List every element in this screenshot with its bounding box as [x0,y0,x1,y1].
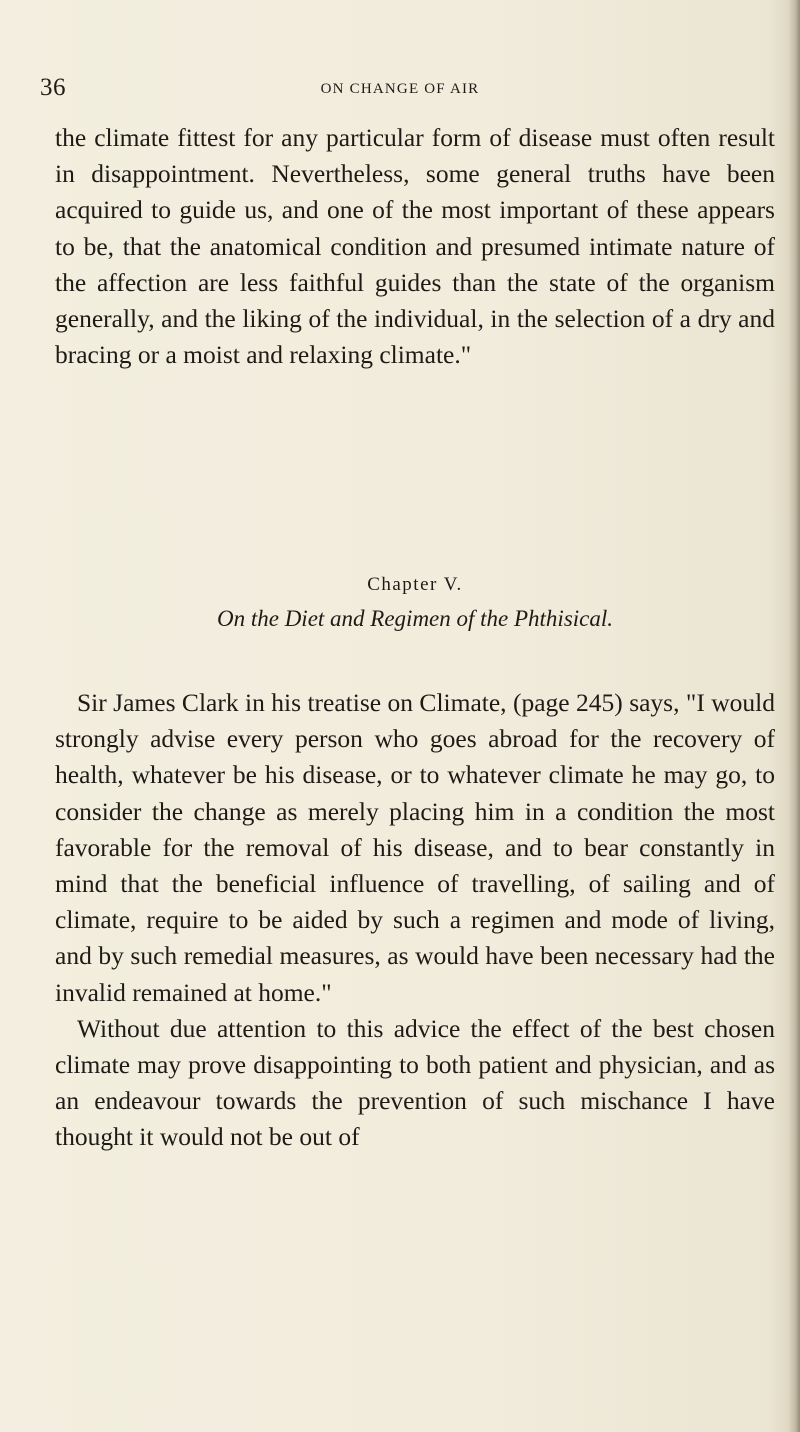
paragraph: the climate fittest for any particular form of disease must often result in disappointment. Nevertheless, some general truths have been acquired to guide us, and one of the most important of these appears to be, that the anatomical condition and presumed intimate nature of the affection are less faithful guides than the state of the organism generally, and the liking of the individual, in the selection of a dry and bracing or a moist and relaxing climate." [55,123,775,370]
paragraph: Without due attention to this advice the effect of the best chosen climate may prove disappointing to both patient and physician, and as an endeavour towards the prevention of such mischance I have thought it would not be out of [55,1013,775,1152]
page-number: 36 [40,74,66,101]
page-edge-shadow [788,0,800,1432]
running-title: ON CHANGE OF AIR [320,81,480,97]
chapter-heading: Chapter V. [367,574,463,595]
body-text-bottom [55,685,775,1156]
running-head [40,74,760,104]
body-text-top [55,120,775,373]
chapter-subtitle: On the Diet and Regimen of the Phthisical. [216,606,614,631]
paragraph: Sir James Clark in his treatise on Climate, (page 245) says, "I would strongly advise every person who goes abroad for the recovery of health, whatever be his disease, or to whatever climate he may go, to consider the change as merely placing him in a condition the most favorable for the removal of his disease, and to bear constantly in mind that the beneficial influence of travelling, of sailing and of climate, require to be aided by such a regimen and mode of living, and by such remedial measures, as would have been necessary had the invalid remained at home." [55,688,775,1007]
